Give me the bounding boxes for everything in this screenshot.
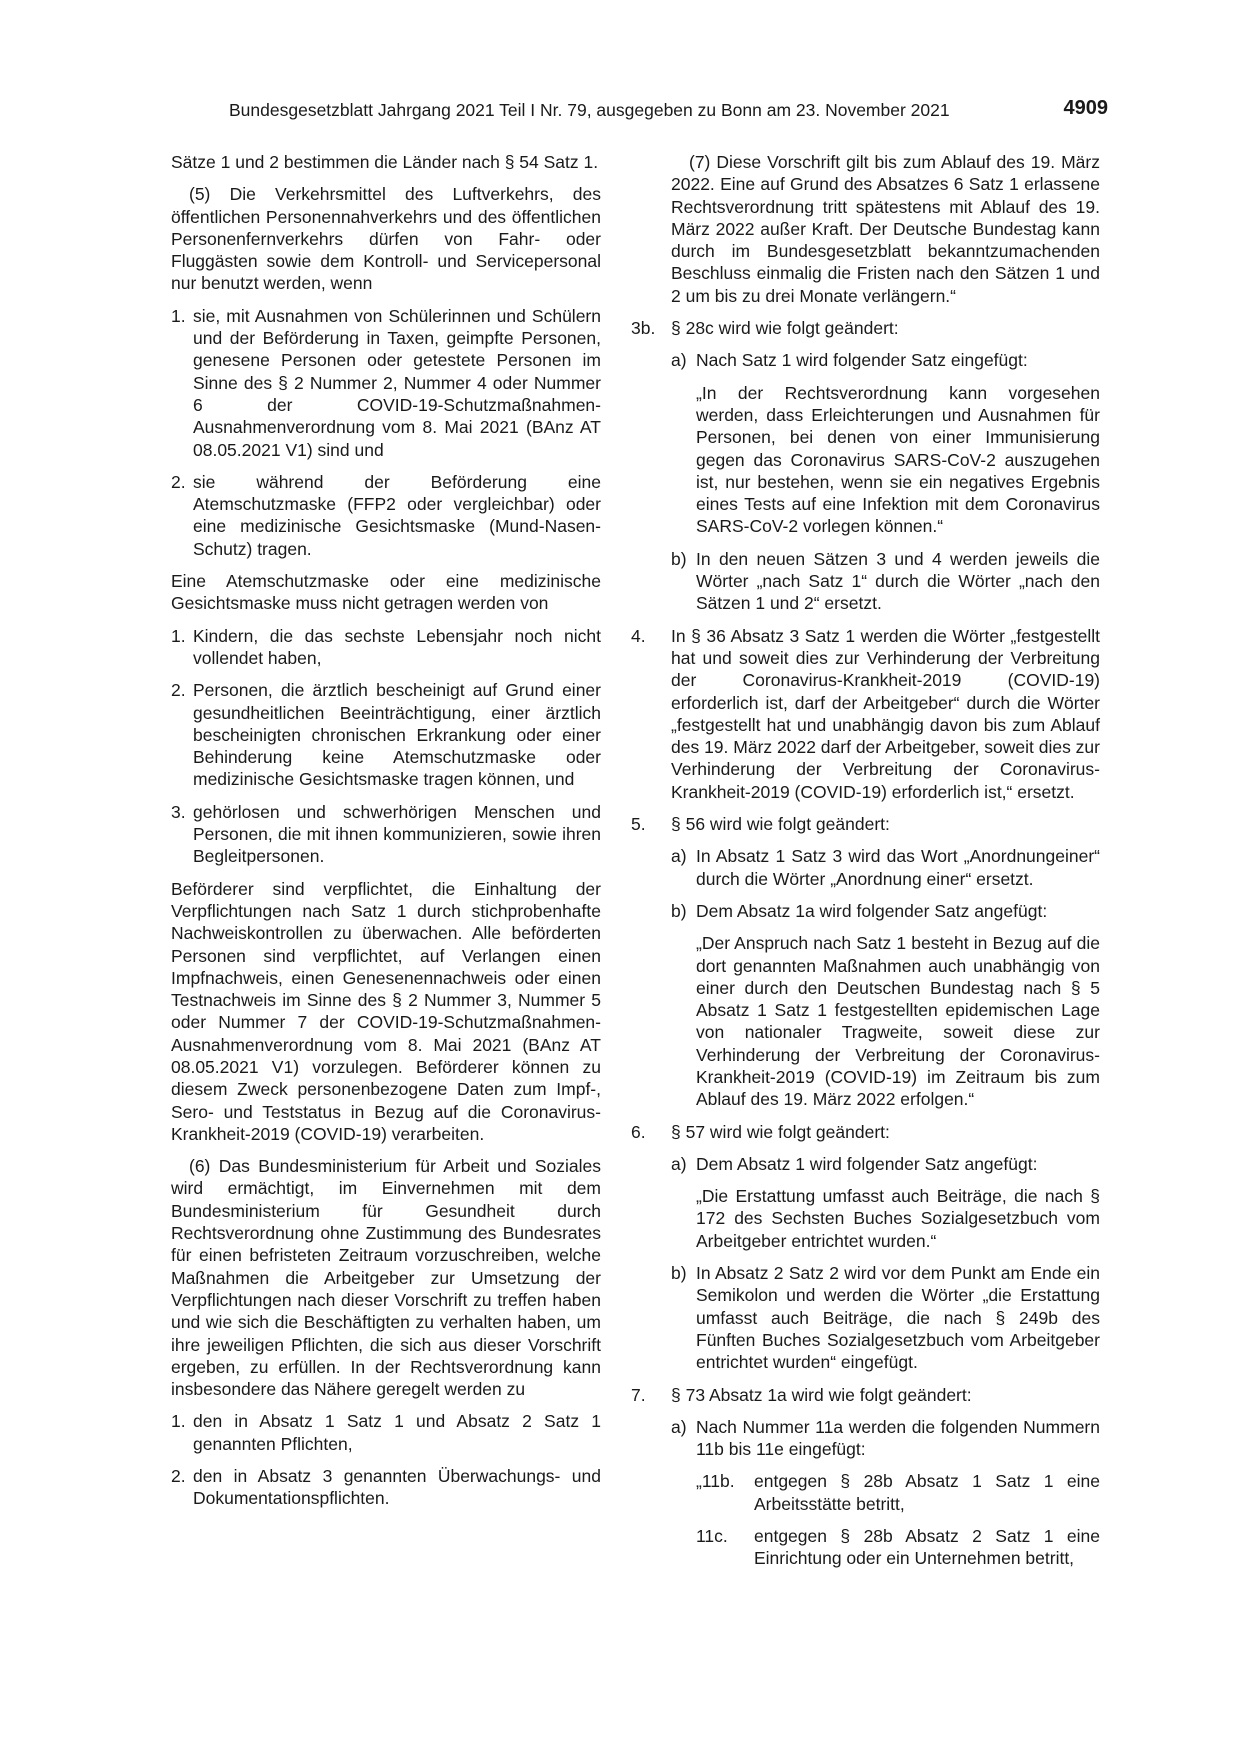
list-text: den in Absatz 3 genannten Überwachungs- und Dokumentationspflichten.: [193, 1466, 601, 1509]
sub-item-text: Nach Satz 1 wird folgender Satz eingefügt:: [696, 350, 1028, 371]
list-number: 2.: [171, 1466, 186, 1487]
item-number: 7.: [631, 1384, 646, 1405]
list-text: gehörlosen und schwerhörigen Menschen und Personen, die mit ihnen kommunizieren, sowie ihren Begleitpersonen.: [193, 801, 601, 867]
list-number: 1.: [171, 625, 186, 646]
item-number: 5.: [631, 814, 646, 835]
sub-item-text: In den neuen Sätzen 3 und 4 werden jeweils die Wörter „nach Satz 1“ durch die Wörter „nach den Sätzen 1 und 2“ ersetzt.: [696, 548, 1100, 614]
list-text: den in Absatz 1 Satz 1 und Absatz 2 Satz 1 genannten Pflichten,: [193, 1411, 601, 1454]
item-text: § 56 wird wie folgt geändert:: [671, 814, 890, 835]
quoted-text: „Die Erstattung umfasst auch Beiträge, die nach § 172 des Sechsten Buches Sozialgesetzbuch vom Arbeitgeber entrichtet wurden.“: [696, 1186, 1100, 1251]
list-item: [171, 1465, 601, 1510]
item-text: § 57 wird wie folgt geändert:: [671, 1121, 890, 1142]
list-number: 1.: [171, 305, 186, 326]
amendment-item: [631, 625, 1100, 803]
list-number: 2.: [171, 471, 186, 492]
list-text: Kindern, die das sechste Lebensjahr noch nicht vollendet haben,: [193, 625, 601, 668]
sub-item: [671, 1262, 1100, 1373]
sub-item-letter: a): [671, 846, 687, 867]
item-text: § 28c wird wie folgt geändert:: [671, 318, 899, 339]
paragraph: Eine Atemschutzmaske oder eine medizinische Gesichtsmaske muss nicht getragen werden von: [171, 571, 601, 614]
amendment-item: [631, 1121, 1100, 1143]
item-number: 3b.: [631, 318, 656, 339]
entry-text: entgegen § 28b Absatz 1 Satz 1 eine Arbeitsstätte betritt,: [754, 1471, 1100, 1514]
list-item: [171, 471, 601, 560]
amendment-item: [631, 813, 1100, 835]
sub-item-letter: b): [671, 1263, 687, 1284]
list-item: [171, 305, 601, 461]
sub-item-letter: b): [671, 900, 687, 921]
amendment-item: [631, 1384, 1100, 1406]
sub-item: [671, 548, 1100, 615]
sub-item: [671, 900, 1100, 922]
paragraph-5: (5) Die Verkehrsmittel des Luftverkehrs, des öffentlichen Personennahverkehrs und des öffentlichen Personenfernverkehrs dürfen von Fahr- oder Fluggästen sowie dem Kontroll- und Servicepersonal nur benutzt werden, wenn: [171, 184, 601, 294]
list-text: sie während der Beförderung eine Atemschutzmaske (FFP2 oder vergleichbar) oder eine medizinische Gesichtsmaske (Mund-Nasen-Schutz) tragen.: [193, 471, 601, 559]
sub-item-letter: b): [671, 548, 687, 569]
item-number: 4.: [631, 625, 646, 646]
page-number: 4909: [1063, 97, 1108, 119]
list-item: [171, 1410, 601, 1455]
sub-item: [671, 1416, 1100, 1461]
sub-item-text: In Absatz 1 Satz 3 wird das Wort „Anordnungeiner“ durch die Wörter „Anordnung einer“ ersetzt.: [696, 846, 1100, 889]
numbered-entry: [696, 1470, 1100, 1515]
left-column: [171, 151, 601, 1520]
list-item: [171, 679, 601, 790]
numbered-entry: [696, 1525, 1100, 1570]
sub-item-letter: a): [671, 1416, 687, 1437]
sub-item-text: Dem Absatz 1a wird folgender Satz angefügt:: [696, 900, 1048, 921]
sub-item-letter: a): [671, 1153, 687, 1174]
entry-text: entgegen § 28b Absatz 2 Satz 1 eine Einrichtung oder ein Unternehmen betritt,: [754, 1526, 1100, 1569]
entry-number: 11c.: [696, 1526, 728, 1547]
item-text: In § 36 Absatz 3 Satz 1 werden die Wörter „festgestellt hat und soweit dies zur Verhinderung der Verbreitung der Coronavirus-Krankheit-2019 (COVID-19) erforderlich ist, darf der Arbeitgeber“ durch die Wörter „festgestellt hat und unabhängig davon bis zum Ablauf des 19. März 2022 darf der Arbeitgeber, soweit dies zur Verhinderung der Verbreitung der Coronavirus-Krankheit-2019 (COVID-19) erforderlich ist,“ ersetzt.: [671, 625, 1100, 802]
item-number: 6.: [631, 1121, 646, 1142]
paragraph: Beförderer sind verpflichtet, die Einhaltung der Verpflichtungen nach Satz 1 durch stichprobenhafte Nachweiskontrollen zu überwachen. Alle beförderten Personen sind verpflichtet, auf Verlangen einen Impfnachweis, einen Genesenennachweis oder einen Testnachweis im Sinne des § 2 Nummer 3, Nummer 5 oder Nummer 7 der COVID-19-Schutzmaßnahmen-Ausnahmenverordnung vom 8. Mai 2021 (BAnz AT 08.05.2021 V1) vorzulegen. Beförderer können zu diesem Zweck personenbezogene Daten zum Impf-, Sero- und Teststatus in Bezug auf die Coronavirus-Krankheit-2019 (COVID-19) verarbeiten.: [171, 878, 601, 1144]
list-number: 1.: [171, 1411, 186, 1432]
item-text: § 73 Absatz 1a wird wie folgt geändert:: [671, 1384, 972, 1405]
list-number: 2.: [171, 680, 186, 701]
sub-item: [671, 349, 1100, 371]
sub-item-letter: a): [671, 350, 687, 371]
right-column: [631, 151, 1100, 1580]
running-header: Bundesgesetzblatt Jahrgang 2021 Teil I Nr. 79, ausgegeben zu Bonn am 23. November 2021: [229, 100, 950, 120]
list-item: [171, 625, 601, 670]
list-number: 3.: [171, 801, 186, 822]
sub-item-text: Nach Nummer 11a werden die folgenden Nummern 11b bis 11e eingefügt:: [696, 1416, 1100, 1460]
amendment-item: [631, 317, 1100, 339]
sub-item: [671, 845, 1100, 890]
quoted-text: „Der Anspruch nach Satz 1 besteht in Bezug auf die dort genannten Maßnahmen auch unabhängig von einer durch den Deutschen Bundestag nach § 5 Absatz 1 Satz 1 festgestellten epidemischen Lage von nationaler Tragweite, soweit diese zur Verhinderung der Verbreitung der Coronavirus-Krankheit-2019 (COVID-19) im Zeitraum bis zum Ablauf des 19. März 2022 erfolgen.“: [696, 933, 1100, 1110]
list-text: sie, mit Ausnahmen von Schülerinnen und Schülern und der Beförderung in Taxen, geimpfte Personen, genesene Personen oder getestete Personen im Sinne des § 2 Nummer 2, Nummer 4 oder Nummer 6 der COVID-19-Schutzmaßnahmen-Ausnahmenverordnung vom 8. Mai 2021 (BAnz AT 08.05.2021 V1) sind und: [193, 305, 601, 460]
sub-item-text: In Absatz 2 Satz 2 wird vor dem Punkt am Ende ein Semikolon und werden die Wörter „die Erstattung umfasst auch Beiträge, die nach § 249b des Fünften Buches Sozialgesetzbuch vom Arbeitgeber entrichtet wurden“ eingefügt.: [696, 1263, 1100, 1373]
quoted-text: „In der Rechtsverordnung kann vorgesehen werden, dass Erleichterungen und Ausnahmen für Personen, bei denen von einer Immunisierung gegen das Coronavirus SARS-CoV-2 auszugehen ist, nur bestehen, wenn sie ein negatives Ergebnis eines Tests auf eine Infektion mit dem Coronavirus SARS-CoV-2 vorlegen können.“: [696, 382, 1100, 537]
sub-item: [671, 1153, 1100, 1175]
list-item: [171, 801, 601, 868]
sub-item-text: Dem Absatz 1 wird folgender Satz angefügt:: [696, 1153, 1038, 1174]
entry-number: „11b.: [696, 1471, 735, 1492]
paragraph-7: (7) Diese Vorschrift gilt bis zum Ablauf des 19. März 2022. Eine auf Grund des Absatzes 6 Satz 1 erlassene Rechtsverordnung tritt spätestens mit Ablauf des 19. März 2022 außer Kraft. Der Deutsche Bundestag kann durch im Bundesgesetzblatt bekanntzumachenden Beschluss einmalig die Fristen nach den Sätzen 1 und 2 um bis zu drei Monate verlängern.“: [671, 152, 1100, 306]
paragraph-6: (6) Das Bundesministerium für Arbeit und Soziales wird ermächtigt, im Einvernehmen mit dem Bundesministerium für Gesundheit durch Rechtsverordnung ohne Zustimmung des Bundesrates für einen befristeten Zeitraum vorzuschreiben, welche Maßnahmen die Arbeitgeber zur Umsetzung der Verpflichtungen nach dieser Vorschrift zu treffen haben und wie sich die Beschäftigten zu verhalten haben, um ihre jeweiligen Pflichten, die sich aus dieser Vorschrift ergeben, zu erfüllen. In der Rechtsverordnung kann insbesondere das Nähere geregelt werden zu: [171, 1156, 601, 1400]
paragraph: Sätze 1 und 2 bestimmen die Länder nach § 54 Satz 1.: [171, 152, 599, 172]
list-text: Personen, die ärztlich bescheinigt auf Grund einer gesundheitlichen Beeinträchtigung, einer ärztlich bescheinigten chronischen Erkrankung oder einer Behinderung keine Atemschutzmaske oder medizinische Gesichtsmaske tragen können, und: [193, 680, 601, 790]
